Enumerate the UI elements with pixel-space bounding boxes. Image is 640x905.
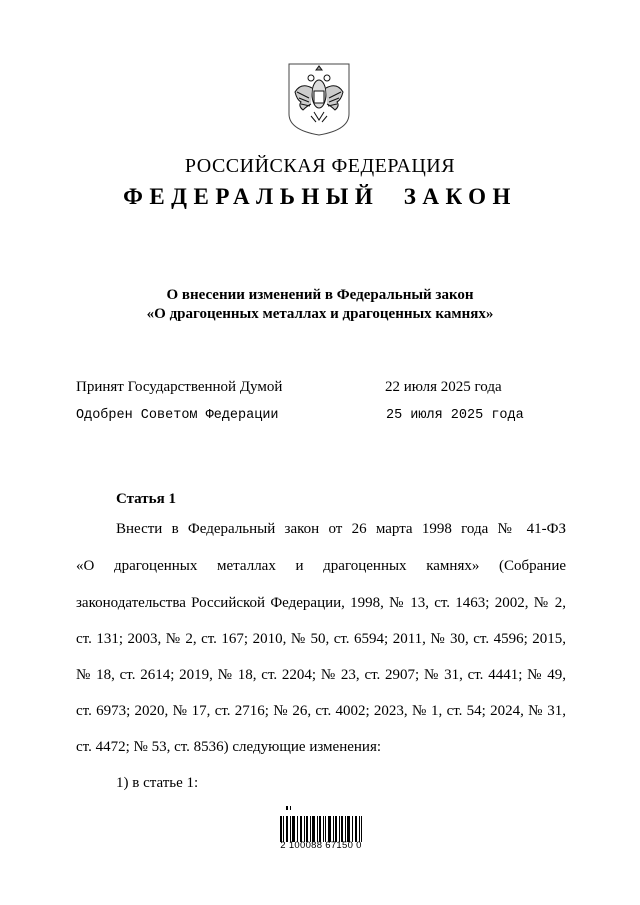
coat-of-arms-icon — [287, 62, 351, 137]
article-heading: Статья 1 — [116, 491, 176, 507]
paragraph-line: «О драгоценных металлах и драгоценных камнях» (Собрание — [76, 558, 566, 574]
paragraph-line: ст. 4472; № 53, ст. 8536) следующие изменения: — [76, 739, 382, 755]
paragraph-line: законодательства Российской Федерации, 1998, № 13, ст. 1463; 2002, № 2, — [76, 595, 566, 611]
council-approval-label: Одобрен Советом Федерации — [76, 408, 279, 423]
paragraph-line: ст. 131; 2003, № 2, ст. 167; 2010, № 50, ст. 6594; 2011, № 30, ст. 4596; 2015, — [76, 631, 566, 647]
document-type: ФЕДЕРАЛЬНЫЙ ЗАКОН — [123, 184, 517, 209]
list-item: 1) в статье 1: — [116, 775, 199, 791]
council-approval-date: 25 июля 2025 года — [386, 408, 524, 423]
law-title-line-1: О внесении изменений в Федеральный закон — [166, 287, 474, 303]
paragraph-line: Внести в Федеральный закон от 26 марта 1998 года № 41-ФЗ — [116, 521, 566, 537]
country-name: РОССИЙСКАЯ ФЕДЕРАЦИЯ — [184, 155, 456, 177]
duma-adoption-label: Принят Государственной Думой — [76, 379, 283, 395]
duma-adoption-date: 22 июля 2025 года — [385, 379, 502, 395]
barcode-number: 2 100088 67150 0 — [280, 840, 362, 851]
paragraph-line: № 18, ст. 2614; 2019, № 18, ст. 2204; № 23, ст. 2907; № 31, ст. 4441; № 49, — [76, 667, 566, 683]
law-title-line-2: «О драгоценных металлах и драгоценных камнях» — [146, 306, 494, 322]
paragraph-line: ст. 6973; 2020, № 17, ст. 2716; № 26, ст. 4002; 2023, № 1, ст. 54; 2024, № 31, — [76, 703, 566, 719]
